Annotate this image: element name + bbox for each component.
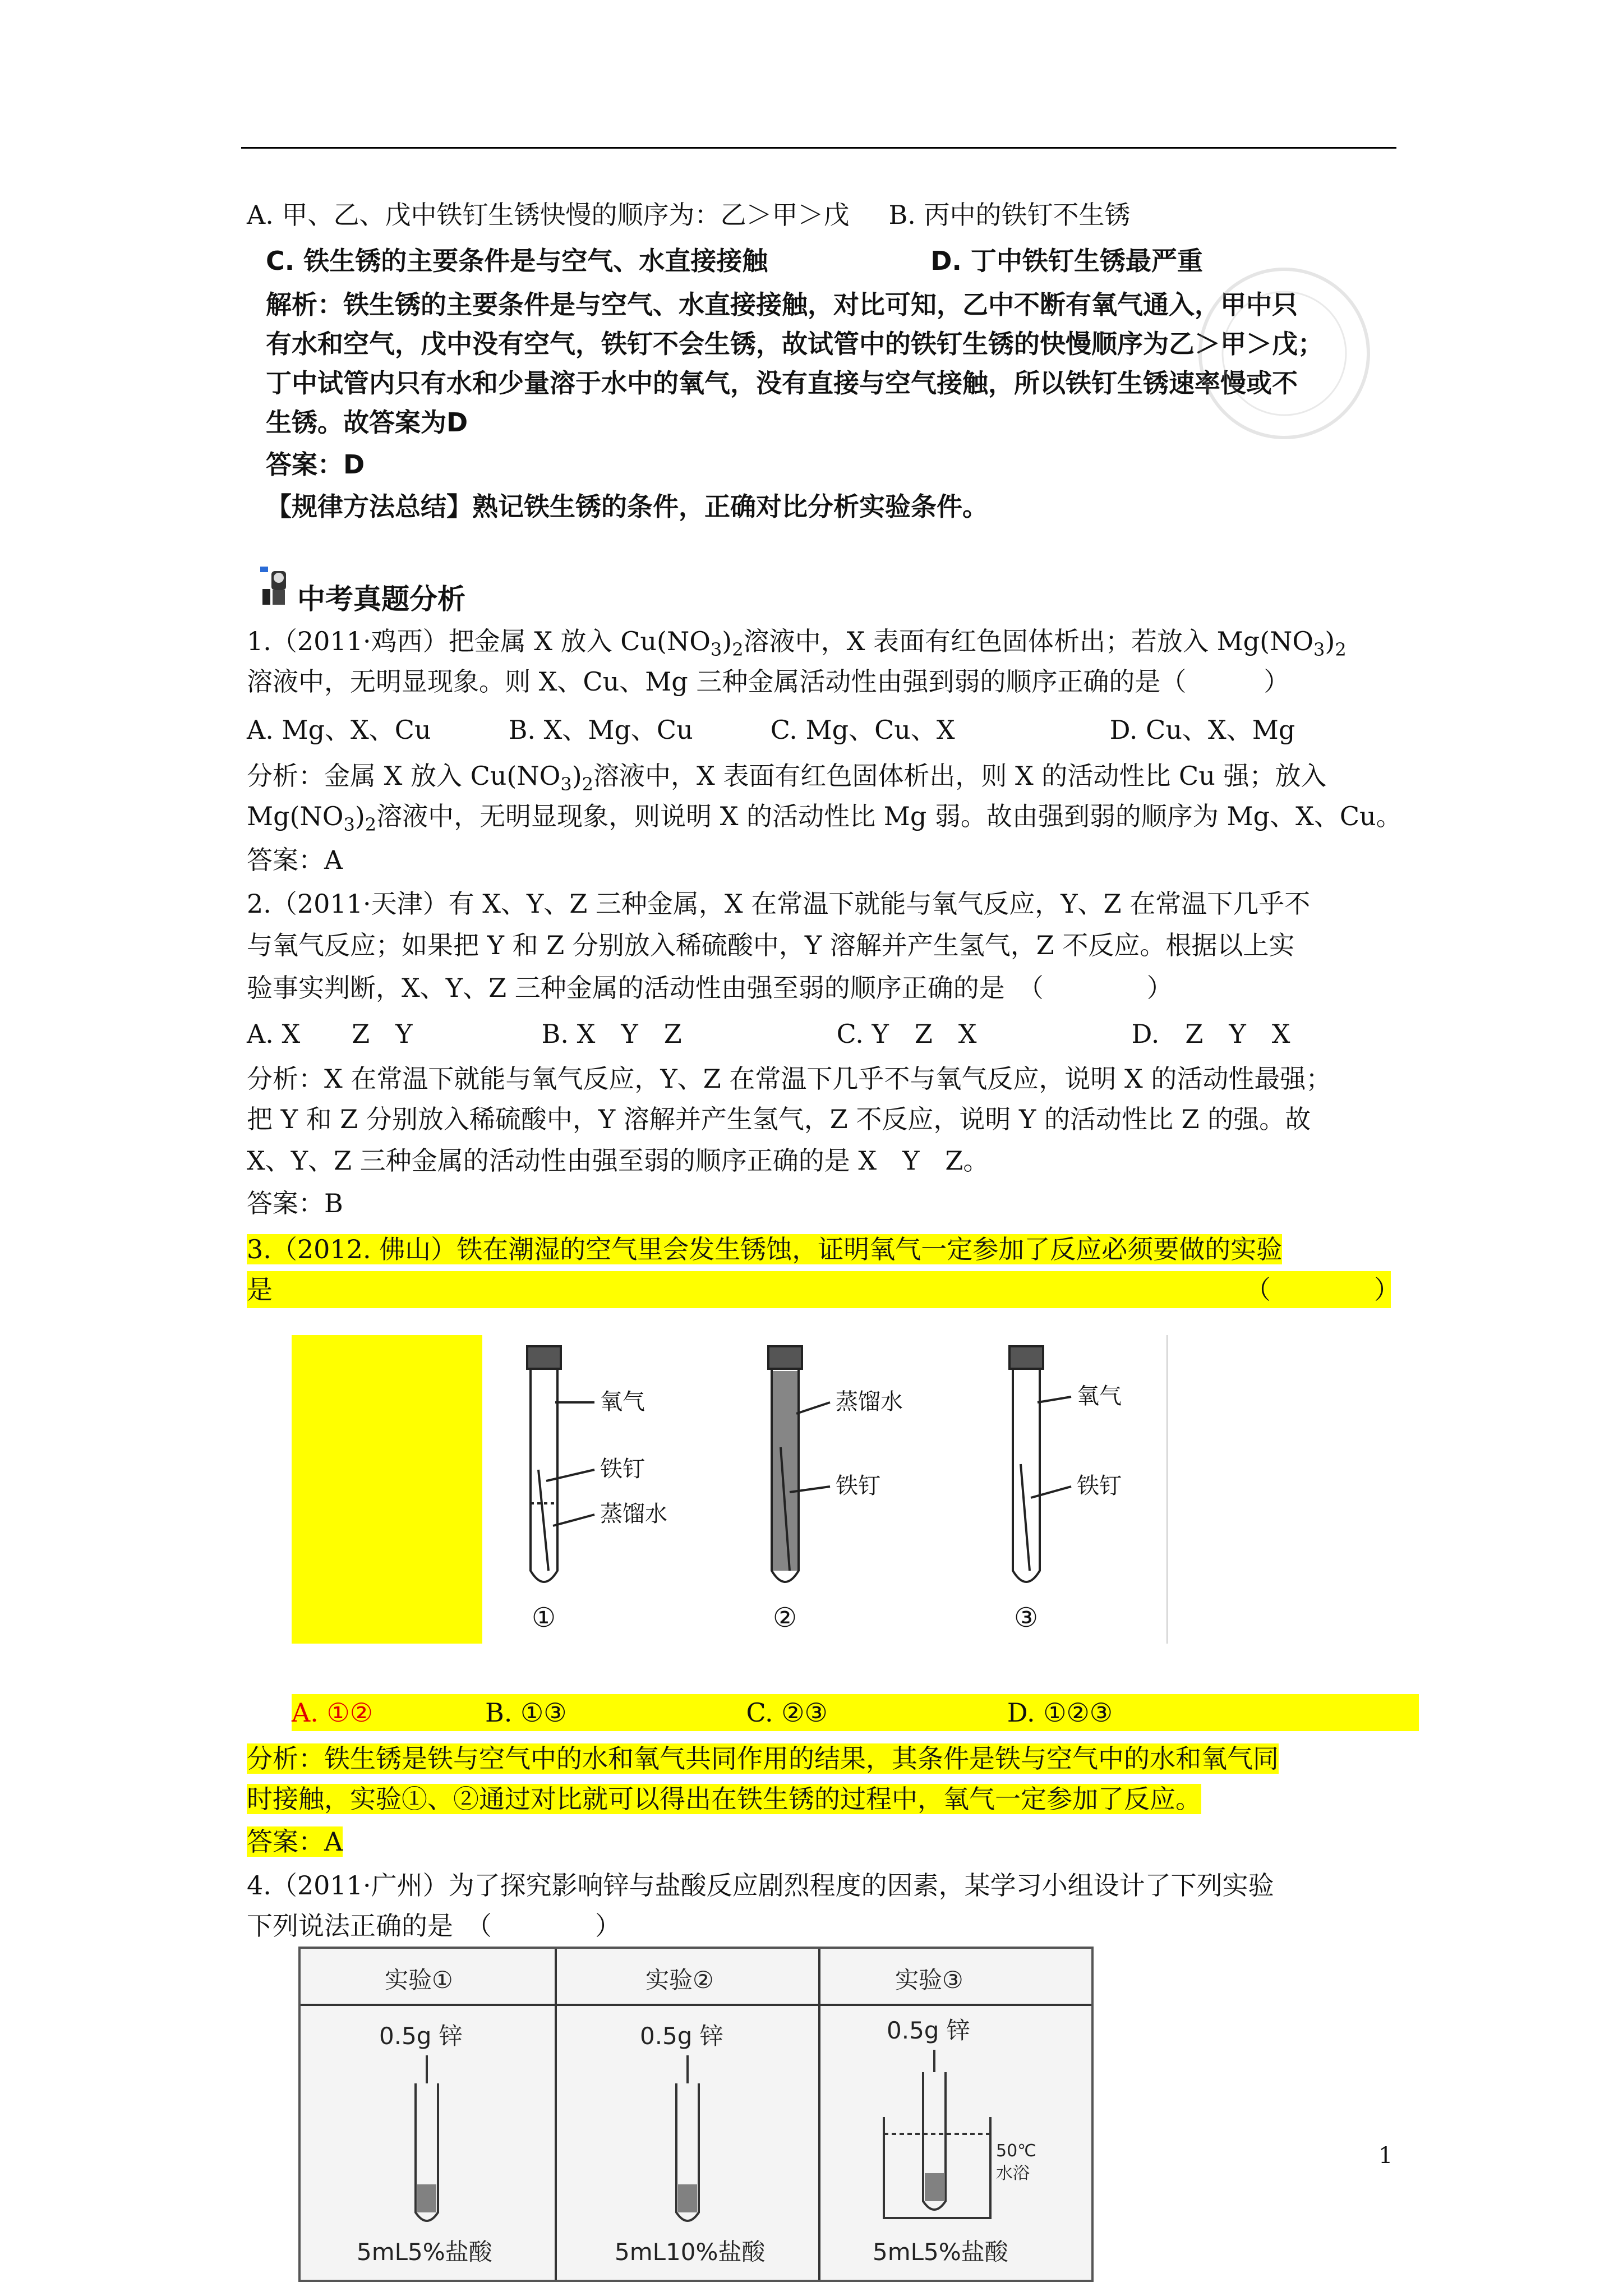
q3-analysis-line-2: 时接触，实验①、②通过对比就可以得出在铁生锈的过程中，氧气一定参加了反应。 [247, 1784, 1201, 1814]
q4-figure [298, 1947, 1094, 2282]
bath-label: 水浴 [996, 2164, 1030, 2183]
exp2-zinc: 0.5g 锌 [640, 2022, 723, 2050]
prior-answer: 答案：D [266, 449, 365, 480]
exp2-header: 实验② [645, 1966, 714, 1994]
tube-number-1: ① [532, 1602, 556, 1634]
exp3-header: 实验③ [895, 1966, 963, 1994]
tube-number-2: ② [773, 1602, 797, 1634]
q2-line-1: 2.（2011·天津）有 X、Y、Z 三种金属，X 在常温下就能与氧气反应，Y、Z 在常温下几乎不 [247, 889, 1311, 919]
q1-analysis-line-1: 分析：金属 X 放入 $Cu(NO_3)_2$溶液中，X 表面有红色固体析出，则 X 的活动性比 Cu 强；放入 [247, 761, 1327, 795]
q2-line-2: 与氧气反应；如果把 Y 和 Z 分别放入稀硫酸中，Y 溶解并产生氢气，Z 不反应。根据以上实 [247, 930, 1295, 960]
zinc-acid-experiment-table [301, 1949, 1091, 2280]
q3-line-2: 是 （ ） [247, 1271, 1391, 1308]
teacher-icon [259, 567, 293, 606]
t2-label-water: 蒸馏水 [836, 1389, 903, 1415]
t3-label-oxygen: 氧气 [1077, 1383, 1122, 1409]
q1-answer: 答案：A [247, 845, 343, 875]
q1-line-2: 溶液中，无明显现象。则 X、Cu、Mg 三种金属活动性由强到弱的顺序正确的是（ ） [247, 666, 1290, 697]
q3-figure-panel [482, 1335, 1168, 1644]
t1-label-water: 蒸馏水 [600, 1501, 667, 1527]
q1-options: A. Mg、X、Cu B. X、Mg、Cu C. Mg、Cu、X D. Cu、X、Mg [247, 715, 1295, 745]
exp3-acid: 5mL5%盐酸 [873, 2238, 1008, 2266]
prior-analysis-line-2: 有水和空气，戊中没有空气，铁钉不会生锈，故试管中的铁钉生锈的快慢顺序为乙＞甲＞戊； [266, 329, 1324, 359]
q2-options: A. X Z Y B. X Y Z C. Y Z X D. Z Y X [247, 1019, 1290, 1049]
water-fill-2 [773, 1371, 797, 1571]
header-rule [241, 147, 1396, 149]
prior-options-ab: A. 甲、乙、戊中铁钉生锈快慢的顺序为：乙＞甲＞戊 B. 丙中的铁钉不生锈 [247, 200, 1131, 230]
q2-analysis-line-3: X、Y、Z 三种金属的活动性由强至弱的顺序正确的是 X Y Z。 [247, 1145, 989, 1176]
q3-answer: 答案：A [247, 1826, 343, 1857]
q1-line-1: 1.（2011·鸡西）把金属 X 放入 $Cu(NO_3)_2$溶液中，X 表面有红色固体析出；若放入 $Mg(NO_3)_2$ [247, 626, 1347, 661]
exp2-acid: 5mL10%盐酸 [615, 2238, 766, 2266]
bath-temp: 50℃ [996, 2141, 1036, 2161]
exp1-acid: 5mL5%盐酸 [357, 2238, 492, 2266]
prior-analysis-line-4: 生锈。故答案为D [266, 407, 468, 438]
q3-figure [292, 1335, 1166, 1644]
t1-label-nail: 铁钉 [600, 1456, 645, 1482]
t1-label-oxygen: 氧气 [600, 1389, 645, 1415]
exp1-zinc: 0.5g 锌 [379, 2022, 463, 2050]
test-tubes-diagram [482, 1335, 1166, 1644]
tube-number-3: ③ [1014, 1602, 1039, 1634]
q2-answer: 答案：B [247, 1188, 343, 1218]
stopper-1 [527, 1346, 561, 1369]
q2-line-3: 验事实判断，X、Y、Z 三种金属的活动性由强至弱的顺序正确的是 （ ） [247, 973, 1173, 1003]
q2-analysis-line-2: 把 Y 和 Z 分别放入稀硫酸中，Y 溶解并产生氢气，Z 不反应，说明 Y 的活动性比 Z 的强。故 [247, 1104, 1311, 1134]
q3-analysis-line-1: 分析：铁生锈是铁与空气中的水和氧气共同作用的结果，其条件是铁与空气中的水和氧气同 [247, 1743, 1279, 1774]
q3-line-1: 3.（2012. 佛山）铁在潮湿的空气里会发生锈蚀，证明氧气一定参加了反应必须要做的实验 [247, 1234, 1283, 1264]
nail-1 [538, 1470, 548, 1571]
prior-options-cd: C. 铁生锈的主要条件是与空气、水直接接触 D. 丁中铁钉生锈最严重 [266, 246, 1203, 276]
exp1-header: 实验① [385, 1966, 453, 1994]
t2-label-nail: 铁钉 [836, 1473, 880, 1499]
nail-3 [1021, 1464, 1030, 1571]
t3-label-nail: 铁钉 [1077, 1473, 1122, 1499]
tube-3 [1013, 1369, 1040, 1582]
page-number: 1 [1378, 2143, 1393, 2169]
stopper-2 [768, 1346, 802, 1369]
prior-analysis-line-3: 丁中试管内只有水和少量溶于水中的氧气，没有直接与空气接触，所以铁钉生锈速率慢或不 [266, 368, 1298, 398]
section-title: 中考真题分析 [297, 583, 465, 615]
q3-options: A. ①② B. ①③ C. ②③ D. ①②③ [292, 1694, 1419, 1731]
exp3-zinc: 0.5g 锌 [887, 2017, 970, 2044]
q4-line-2: 下列说法正确的是 （ ） [247, 1911, 621, 1941]
method-summary: 【规律方法总结】熟记铁生锈的条件，正确对比分析实验条件。 [266, 491, 988, 522]
watermark-stamp-icon [1161, 247, 1408, 460]
q4-line-1: 4.（2011·广州）为了探究影响锌与盐酸反应剧烈程度的因素，某学习小组设计了下列实验 [247, 1870, 1274, 1901]
prior-analysis-line-1: 解析：铁生锈的主要条件是与空气、水直接接触，对比可知，乙中不断有氧气通入，甲中只 [266, 289, 1298, 320]
q2-analysis-line-1: 分析：X 在常温下就能与氧气反应，Y、Z 在常温下几乎不与氧气反应，说明 X 的活动性最强； [247, 1064, 1332, 1094]
q1-analysis-line-2: $Mg(NO_3)_2$溶液中，无明显现象，则说明 X 的活动性比 Mg 弱。故由强到弱的顺序为 Mg、X、Cu。 [247, 801, 1402, 836]
stopper-3 [1009, 1346, 1043, 1369]
tube-1 [531, 1369, 557, 1582]
